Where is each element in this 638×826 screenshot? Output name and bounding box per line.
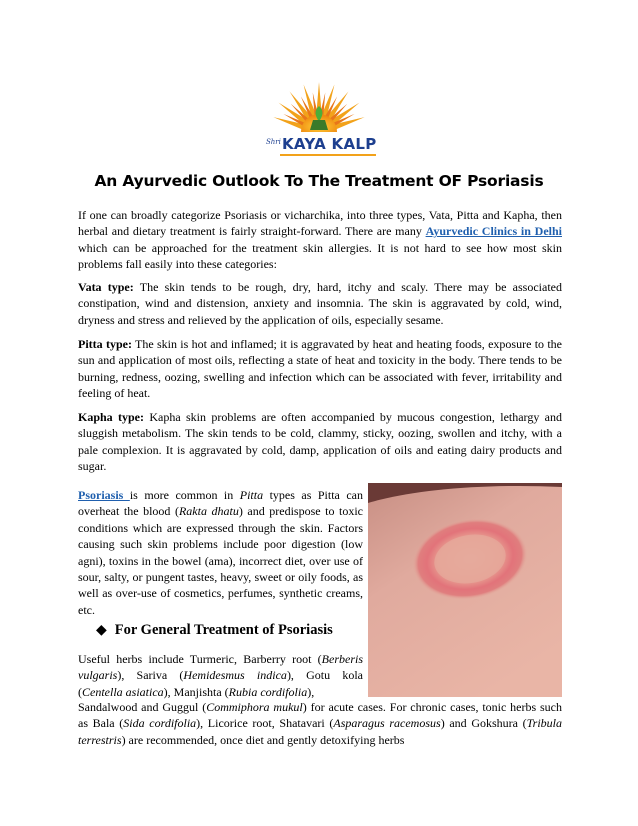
psoriasis-paragraph: Psoriasis is more common in Pitta types as Pitta can overheat the blood (Rakta dhatu) and predispose to toxic conditions which are expressed through the skin. Factors causing such skin problems include poor digestion (low agni), toxins in the bowel (ama), incorrect diet, over use of sour, salty, or pungent tastes, heavy, sweet or oily foods, as well as over-use of cosmetics, perfumes, synthetic creams, etc. [78,488,363,617]
vata-label: Vata type: [78,280,134,294]
logo-underline [280,154,376,156]
treatment-heading [96,622,333,639]
pitta-label: Pitta type: [78,337,132,351]
logo-shri-text: Shri [266,138,281,146]
kapha-label: Kapha type: [78,410,145,424]
logo-brand-text: KAYA KALP [282,135,377,153]
ayurvedic-clinics-link[interactable]: Ayurvedic Clinics in Delhi [425,224,562,239]
herbs-continued-paragraph: Sandalwood and Guggul (Commiphora mukul) for acute cases. For chronic cases, tonic herbs such as Bala (Sida cordifolia), Licorice root, Shatavari (Asparagus racemosus) and Gokshura (Tribula terrestris) are recommended, once diet and gently detoxifying herbs [78,700,563,747]
treatment-heading-text: For General Treatment of Psoriasis [114,622,333,638]
vata-paragraph: Vata type: The skin tends to be rough, dry, hard, itchy and scaly. There may be associated constipation, wind and distension, anxiety and insomnia. The skin is aggravated by cold, wind, dryness and stress and relieved by the application of oils, especially sesame. [78,280,562,327]
intro-paragraph: If one can broadly categorize Psoriasis or vicharchika, into three types, Vata, Pitta and Kapha, then herbal and dietary treatment is fairly straight-forward. There are many Ayurvedic Clinics in Delhi which can be approached for the treatment skin allergies. It is not hard to see how most skin problems fall easily into these categories: [78,208,562,272]
psoriasis-link[interactable]: Psoriasis [78,488,130,502]
kapha-paragraph: Kapha type: Kapha skin problems are often accompanied by mucous congestion, lethargy and sluggish metabolism. The skin tends to be cold, clammy, sticky, oozing, swollen and itchy, with a pale complexion. It is aggravated by cold, damp, application of oils and eating dairy products and sugar. [78,410,562,474]
diamond-bullet-icon: ◆ [96,622,107,638]
pitta-paragraph: Pitta type: The skin is hot and inflamed; it is aggravated by heat and heating foods, exposure to the sun and application of most oils, reflecting a state of heat and toxicity in the body. There tends to be burning, redness, oozing, swelling and infection which can be associated with fever, irritability and feeling of heat. [78,337,562,401]
kaya-kalp-logo [258,78,380,160]
herbs-paragraph: Useful herbs include Turmeric, Barberry root (Berberis vulgaris), Sariva (Hemidesmus indica), Gotu kola (Centella asiatica), Manjishta (Rubia cordifolia), [78,652,363,699]
psoriasis-patch-image [368,483,562,697]
skin-rash-photo [368,483,562,697]
page-title: An Ayurvedic Outlook To The Treatment OF Psoriasis [94,172,544,190]
